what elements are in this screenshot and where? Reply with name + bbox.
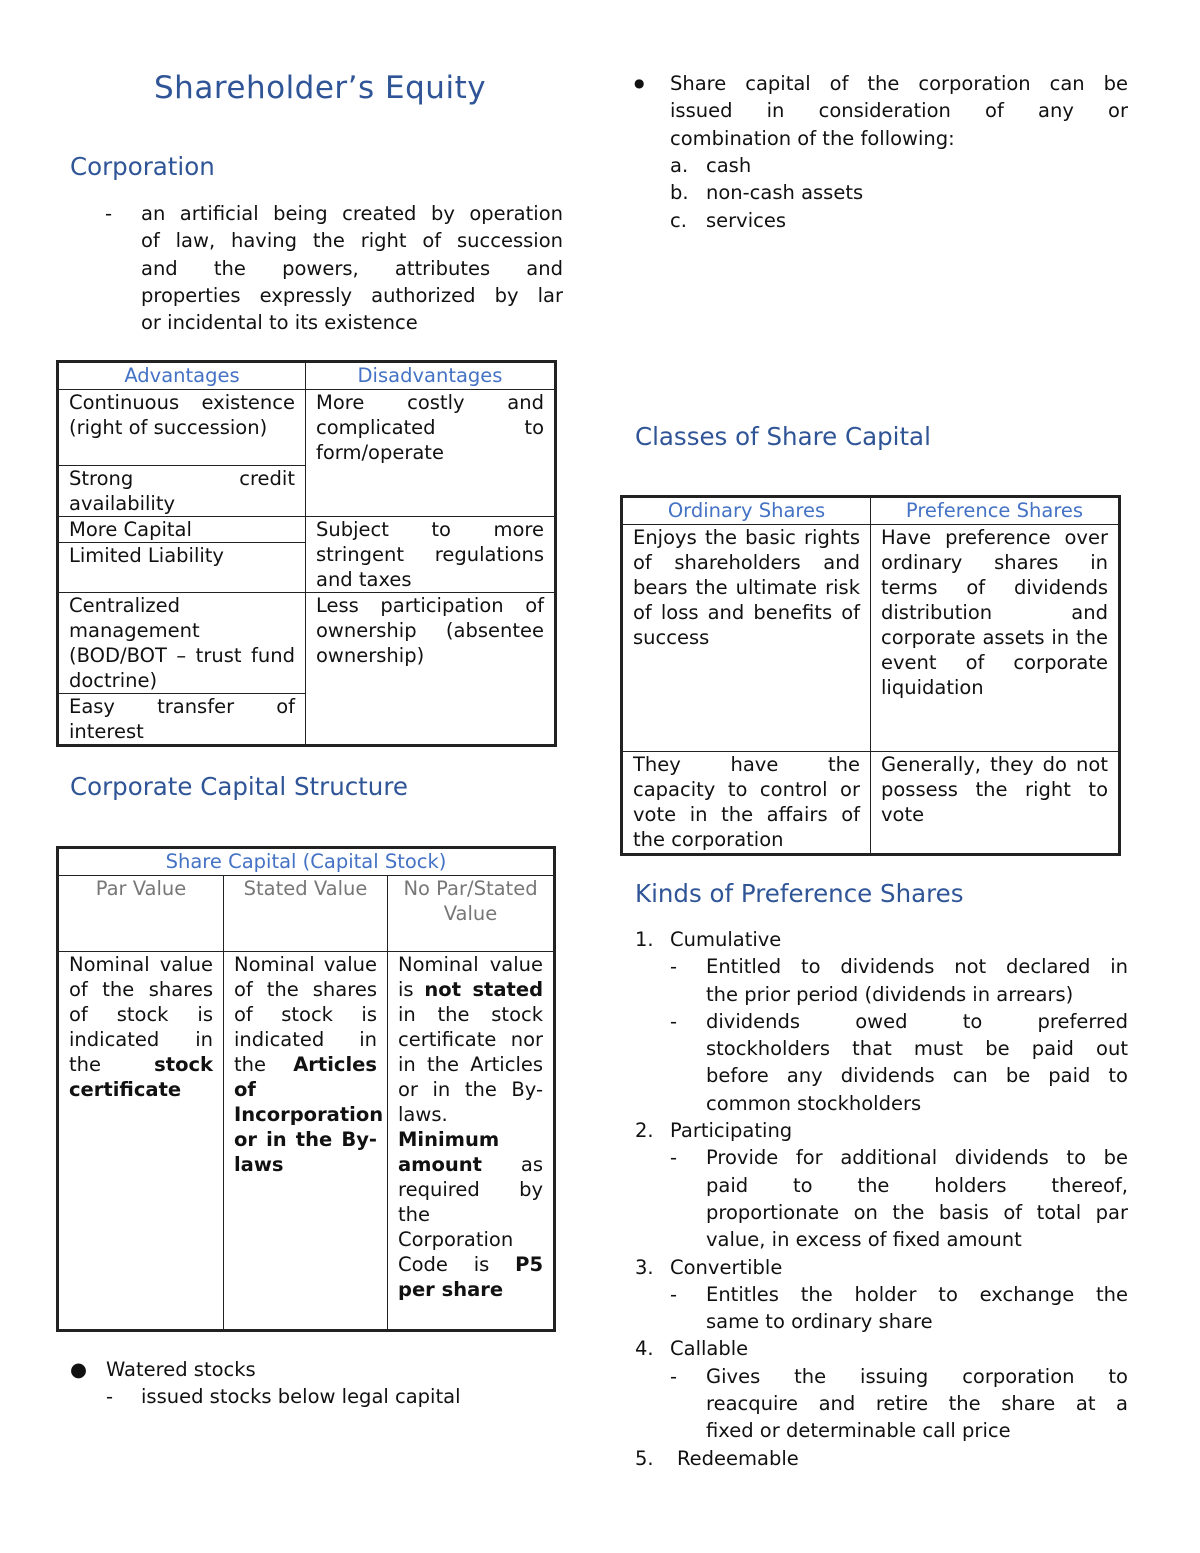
advantages-header: Advantages <box>59 363 306 390</box>
advantages-table <box>58 362 555 745</box>
classes-heading: Classes of Share Capital <box>635 422 931 451</box>
disadvantage-cell: More costly and complicated to form/operate <box>306 390 555 517</box>
list-item: c. services <box>670 208 787 232</box>
list-item: 4. Callable <box>635 1337 749 1361</box>
advantage-cell: Centralized management (BOD/BOT – trust fund doctrine) <box>59 593 306 694</box>
corporation-definition <box>141 200 563 336</box>
no-par-cell: Nominal value is not stated in the stock certificate nor in the Articles or in the By-laws. Minimum amount as required by the Corporation Code is P5 per share <box>388 952 554 1330</box>
definition-line: an artificial being created by operation <box>141 202 563 225</box>
list-item: a. cash <box>670 154 752 177</box>
list-item: 3. Convertible <box>635 1255 783 1279</box>
watered-stocks: Watered stocks <box>106 1358 256 1381</box>
preference-cell: Generally, they do not possess the right to vote <box>871 752 1119 854</box>
list-item: b. non-cash assets <box>670 181 864 205</box>
issue-line: Share capital of the corporation can be <box>670 72 1128 95</box>
kinds-heading: Kinds of Preference Shares <box>635 879 964 908</box>
stated-value-cell: Nominal value of the shares of stock is indicated in the Articles of Incorporation or in the By-laws <box>224 952 388 1330</box>
classes-table <box>622 497 1119 854</box>
disadvantages-header: Disadvantages <box>306 363 555 390</box>
list-item: 5. Redeemable <box>635 1446 799 1470</box>
share-capital-bullet-icon: ● <box>634 76 645 90</box>
stated-value-header: Stated Value <box>224 876 388 952</box>
par-value-cell: Nominal value of the shares of stock is indicated in the stock certificate <box>59 952 224 1330</box>
definition-line: properties expressly authorized by lar <box>141 283 563 307</box>
advantage-cell: Continuous existence (right of succession) <box>59 390 306 466</box>
disadvantage-cell: Less participation of ownership (absentee ownership) <box>306 593 555 745</box>
advantage-cell: Easy transfer of interest <box>59 694 306 745</box>
list-item: 1. Cumulative <box>635 928 782 951</box>
advantage-cell: Strong credit availability <box>59 466 306 517</box>
watered-bullet-icon: ● <box>70 1358 88 1381</box>
share-capital-table <box>58 848 554 1330</box>
corporation-heading: Corporation <box>70 152 215 181</box>
no-par-header: No Par/Stated Value <box>388 876 554 952</box>
disadvantage-cell: Subject to more stringent regulations and taxes <box>306 517 555 593</box>
preference-header: Preference Shares <box>871 498 1119 525</box>
preference-cell: Have preference over ordinary shares in terms of dividends distribution and corporate assets in the event of corporate liquidation <box>871 525 1119 752</box>
sub-item: - Gives the issuing corporation to reacquire and retire the share at a fixed or determinable call price <box>670 1364 1128 1443</box>
sub-item: - Entitled to dividends not declared in the prior period (dividends in arrears) <box>670 955 1128 1006</box>
watered-definition: issued stocks below legal capital <box>141 1385 461 1408</box>
capital-structure-heading: Corporate Capital Structure <box>70 772 408 801</box>
kinds-list <box>635 926 1128 1472</box>
sub-item: - Entitles the holder to exchange the same to ordinary share <box>670 1282 1128 1334</box>
ordinary-cell: They have the capacity to control or vote in the affairs of the corporation <box>623 752 871 854</box>
sub-item: - dividends owed to preferred stockholders that must be paid out before any dividends can be paid to common stockholders <box>670 1009 1128 1115</box>
issue-line: issued in consideration of any or <box>670 99 1128 123</box>
issue-line: combination of the following: <box>670 126 955 150</box>
definition-line: and the powers, attributes and <box>141 256 563 280</box>
share-capital-title: Share Capital (Capital Stock) <box>59 849 554 876</box>
definition-line: of law, having the right of succession <box>141 229 563 253</box>
advantage-cell: More Capital <box>59 517 306 543</box>
watered-dash: - <box>106 1385 114 1408</box>
share-capital-issue <box>670 70 1128 152</box>
issue-list <box>670 152 863 234</box>
page-title: Shareholder’s Equity <box>154 70 487 106</box>
sub-item: - Provide for additional dividends to be paid to the holders thereof, proportionate on the basis of total par value, in excess of fixed amount <box>670 1146 1128 1252</box>
ordinary-cell: Enjoys the basic rights of shareholders and bears the ultimate risk of loss and benefits of success <box>623 525 871 752</box>
advantage-cell: Limited Liability <box>59 543 306 593</box>
ordinary-header: Ordinary Shares <box>623 498 871 525</box>
corporation-dash: - <box>105 202 113 225</box>
definition-line: or incidental to its existence <box>141 311 418 335</box>
list-item: 2. Participating <box>635 1119 793 1143</box>
par-value-header: Par Value <box>59 876 224 952</box>
